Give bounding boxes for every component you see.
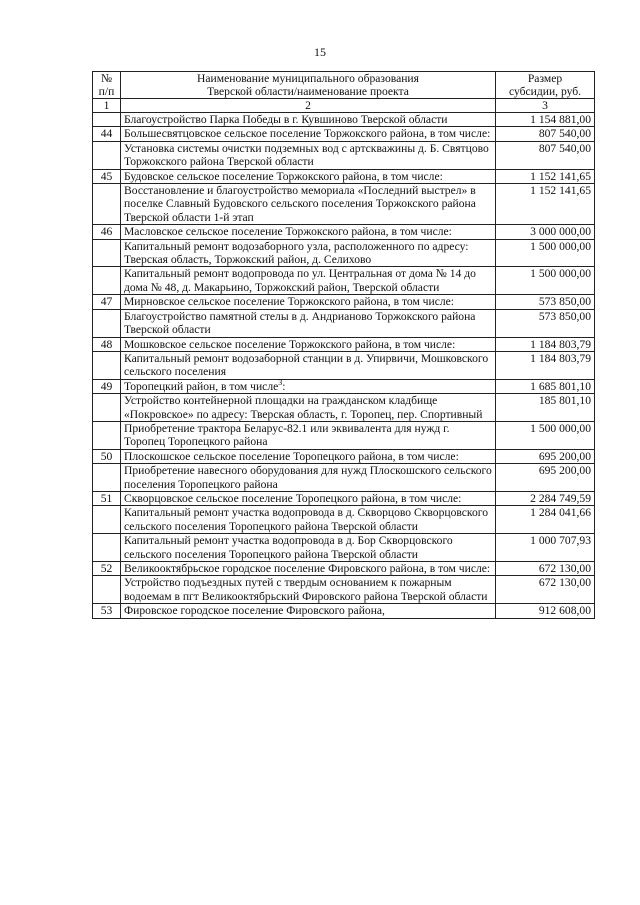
table-row: [93, 464, 595, 492]
row-amount: 1 184 803,79: [496, 351, 595, 379]
row-amount: 3 000 000,00: [496, 225, 595, 239]
header-amount-line1: Размер: [527, 72, 563, 85]
row-name-text: Приобретение трактора Беларус-82.1 или эквивалента для нужд г. Торопец Торопецкого района: [124, 421, 450, 449]
row-name: [121, 239, 496, 267]
row-number: [93, 267, 121, 295]
row-number: 48: [93, 337, 121, 351]
row-number: [93, 576, 121, 604]
row-name-text: Большесвятцовское сельское поселение Торжокского района, в том числе:: [124, 127, 491, 141]
table-row: [93, 184, 595, 225]
row-name: [121, 562, 496, 576]
header-number: № п/п: [93, 72, 121, 99]
row-number: [93, 113, 121, 127]
row-amount: 1 685 801,10: [496, 379, 595, 393]
row-name-text: Капитальный ремонт участка водопровода в д. Бор Скворцовского сельского поселения Торопецкого района Тверской области: [124, 534, 453, 561]
row-name: [121, 491, 496, 505]
table-row: [93, 604, 595, 618]
row-name: [121, 464, 496, 492]
row-name: [121, 225, 496, 239]
row-amount: 573 850,00: [496, 295, 595, 309]
row-name: [121, 449, 496, 463]
table-row: [93, 562, 595, 576]
row-name: [121, 421, 496, 449]
table-row: [93, 337, 595, 351]
row-name-text: Восстановление и благоустройство мемориала «Последний выстрел» в поселке Славный Будовского сельского поселения Торжокского района Тверской области 1-й этап: [124, 184, 476, 224]
row-number: 46: [93, 225, 121, 239]
row-amount: 695 200,00: [496, 464, 595, 492]
row-name: [121, 351, 496, 379]
row-name-text: Установка системы очистки подземных вод с артскважины д. Б. Святцово Торжокского района Тверской области: [124, 141, 489, 169]
table-row: [93, 491, 595, 505]
table-row: [93, 267, 595, 295]
row-number: 49: [93, 379, 121, 393]
row-name: [121, 127, 496, 141]
row-name-text: Будовское сельское поселение Торжокского района, в том числе:: [124, 169, 443, 183]
row-name: [121, 394, 496, 422]
row-name-text: Устройство подъездных путей с твердым основанием к пожарным водоемам в пгт Великооктябрьский Фировского района Тверской области: [124, 576, 488, 603]
row-number: [93, 351, 121, 379]
row-amount: 1 000 707,93: [496, 534, 595, 562]
column-number: 2: [121, 99, 496, 113]
table-row: [93, 576, 595, 604]
row-name: [121, 169, 496, 183]
row-name-suffix: :: [282, 379, 286, 393]
row-amount: 1 500 000,00: [496, 267, 595, 295]
row-number: [93, 309, 121, 337]
table-row: [93, 309, 595, 337]
row-number: 44: [93, 127, 121, 141]
row-number: [93, 239, 121, 267]
header-row: [93, 72, 595, 99]
row-number: 53: [93, 604, 121, 618]
row-name-text: Благоустройство Парка Победы в г. Кувшиново Тверской области: [124, 113, 448, 126]
header-name-line2: Тверской области/наименование проекта: [207, 85, 409, 98]
row-number: 52: [93, 562, 121, 576]
row-number: [93, 141, 121, 169]
row-number: [93, 394, 121, 422]
header-name: [121, 72, 496, 99]
row-amount: 1 154 881,00: [496, 113, 595, 127]
row-name-text: Благоустройство памятной стелы в д. Андрианово Торжокского района Тверской области: [124, 309, 476, 337]
row-number: [93, 506, 121, 534]
table-row: [93, 239, 595, 267]
row-number: 45: [93, 169, 121, 183]
row-amount: 1 152 141,65: [496, 169, 595, 183]
row-name-text: Капитальный ремонт участка водопровода в д. Скворцово Скворцовского сельского поселения Торопецкого района Тверской области: [124, 506, 489, 533]
row-name: [121, 506, 496, 534]
table-row: [93, 141, 595, 169]
row-number: 51: [93, 491, 121, 505]
row-amount: 1 152 141,65: [496, 184, 595, 225]
row-number: [93, 534, 121, 562]
table-row: [93, 169, 595, 183]
table-row: [93, 113, 595, 127]
row-name-text: Фировское городское поселение Фировского района,: [124, 604, 385, 618]
row-name-text: Капитальный ремонт водопровода по ул. Центральная от дома № 14 до дома № 48, д. Макарьино, Торжокский район, Тверской области: [124, 267, 476, 294]
row-name: [121, 576, 496, 604]
row-name: [121, 337, 496, 351]
row-name: [121, 379, 496, 393]
row-name-text: Мирновское сельское поселение Торжокского района, в том числе:: [124, 295, 455, 309]
row-number: [93, 464, 121, 492]
table-row: [93, 421, 595, 449]
table-row: [93, 127, 595, 141]
row-amount: 573 850,00: [496, 309, 595, 337]
row-name: [121, 184, 496, 225]
row-amount: 807 540,00: [496, 127, 595, 141]
row-name: [121, 309, 496, 337]
row-amount: 1 284 041,66: [496, 506, 595, 534]
table-row: [93, 379, 595, 393]
column-number: 3: [496, 99, 595, 113]
row-amount: 1 500 000,00: [496, 239, 595, 267]
table-row: [93, 225, 595, 239]
row-name: [121, 604, 496, 618]
footnote-marker: 3: [278, 377, 283, 387]
row-name-text: Мошковское сельское поселение Торжокского района, в том числе:: [124, 337, 456, 351]
row-number: 47: [93, 295, 121, 309]
row-name-text: Скворцовское сельское поселение Торопецкого района, в том числе:: [124, 491, 462, 505]
table-row: [93, 534, 595, 562]
row-name: [121, 141, 496, 169]
header-amount-line2: субсидии, руб.: [508, 85, 582, 98]
table-row: [93, 394, 595, 422]
header-amount: [496, 72, 595, 99]
row-amount: 1 500 000,00: [496, 421, 595, 449]
table-row: [93, 449, 595, 463]
table-row: [93, 506, 595, 534]
row-name-text: Торопецкий район, в том числе: [124, 379, 279, 393]
row-amount: 185 801,10: [496, 394, 595, 422]
row-name-text: Капитальный ремонт водозаборной станции в д. Упирвичи, Мошковского сельского поселения: [124, 351, 489, 379]
row-amount: 695 200,00: [496, 449, 595, 463]
column-number: 1: [93, 99, 121, 113]
row-name-text: Плоскошское сельское поселение Торопецкого района, в том числе:: [124, 449, 459, 463]
row-name-text: Масловское сельское поселение Торжокского района, в том числе:: [124, 225, 452, 239]
column-numbers-row: [93, 99, 595, 113]
row-name: [121, 534, 496, 562]
row-name: [121, 295, 496, 309]
row-amount: 1 184 803,79: [496, 337, 595, 351]
page-number: 15: [314, 45, 326, 59]
row-amount: 672 130,00: [496, 576, 595, 604]
subsidy-table: [92, 71, 595, 619]
row-name-text: Капитальный ремонт водозаборного узла, расположенного по адресу: Тверская область, Торжокский район, д. Селихово: [124, 239, 469, 267]
table-row: [93, 351, 595, 379]
row-name: [121, 113, 496, 127]
row-amount: 2 284 749,59: [496, 491, 595, 505]
row-name: [121, 267, 496, 295]
row-amount: 672 130,00: [496, 562, 595, 576]
header-name-line1: Наименование муниципального образования: [197, 72, 419, 85]
row-amount: 807 540,00: [496, 141, 595, 169]
row-name-text: Приобретение навесного оборудования для нужд Плоскошского сельского поселения Торопецкого района: [124, 464, 492, 491]
row-number: 50: [93, 449, 121, 463]
row-amount: 912 608,00: [496, 604, 595, 618]
row-name-text: Устройство контейнерной площадки на гражданском кладбище «Покровское» по адресу: Тверская область, г. Торопец, пер. Спортивный: [124, 394, 483, 421]
row-number: [93, 184, 121, 225]
table-body: [93, 113, 595, 619]
row-number: [93, 421, 121, 449]
row-name-text: Великооктябрьское городское поселение Фировского района, в том числе:: [124, 562, 491, 575]
table-row: [93, 295, 595, 309]
